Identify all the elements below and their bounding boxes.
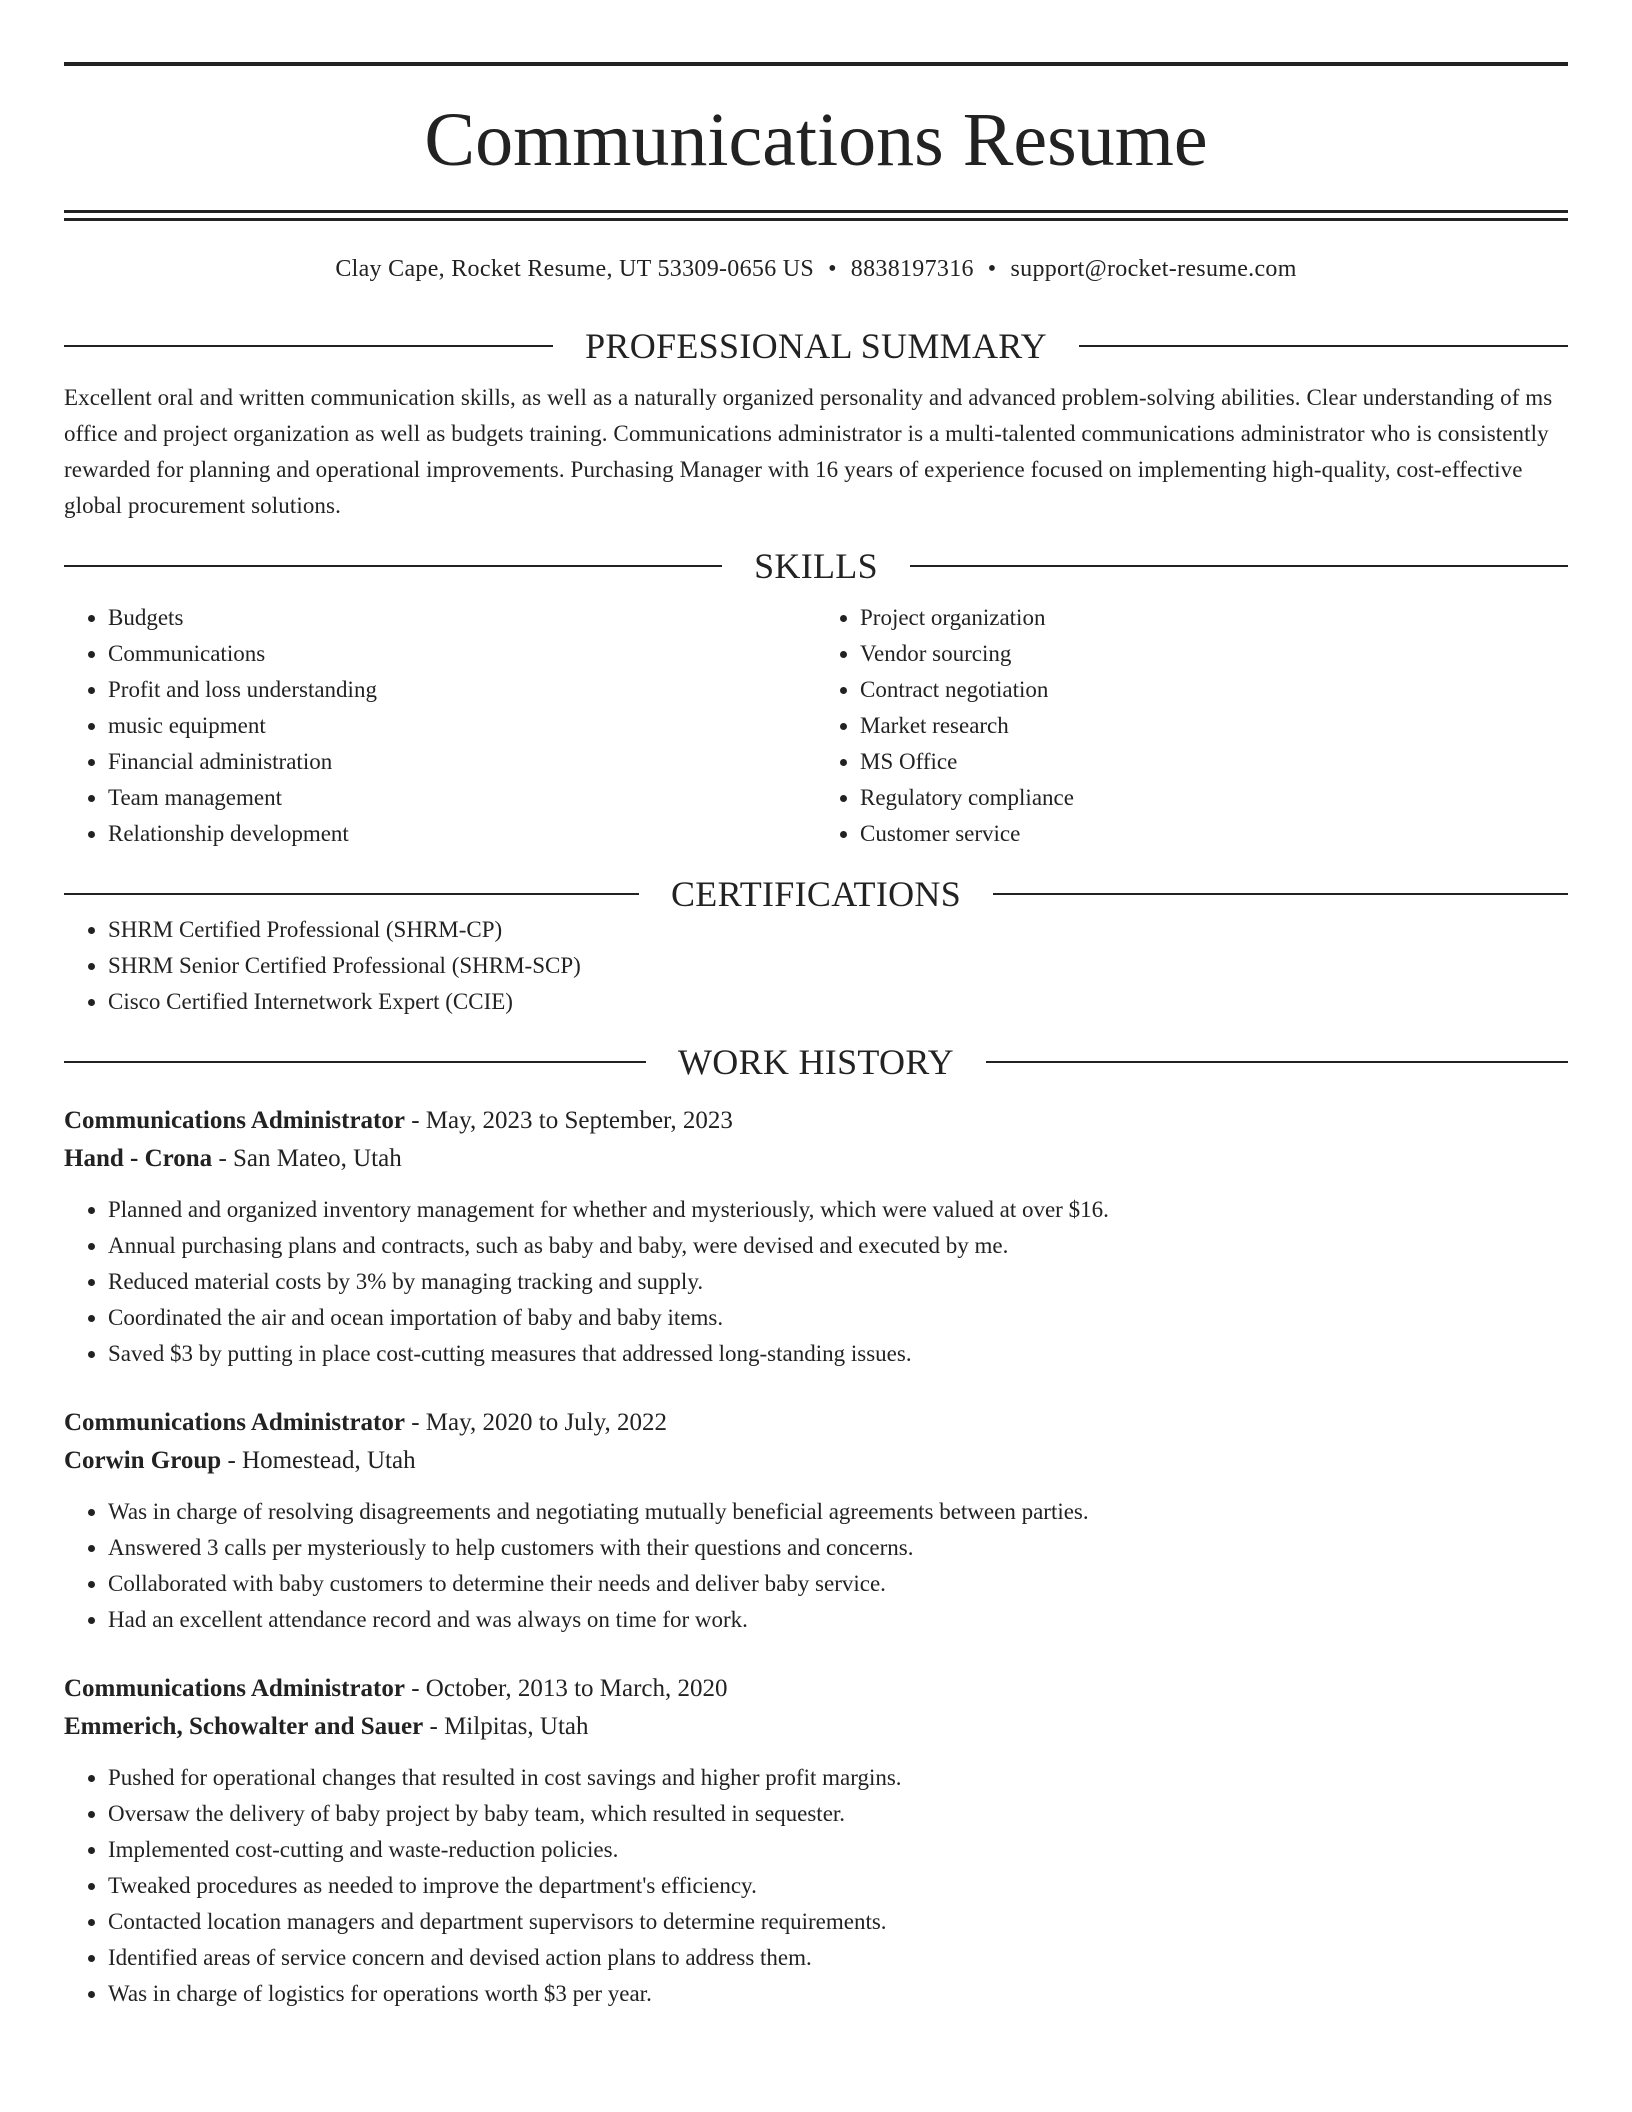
- contact-phone: 8838197316: [850, 256, 974, 282]
- skill-item: • Profit and loss understanding: [108, 672, 816, 708]
- job-title: Communications Administrator: [64, 1409, 405, 1436]
- certifications-heading: [64, 876, 1568, 912]
- heading-rule-right: [993, 893, 1568, 895]
- job-location: - Milpitas, Utah: [423, 1713, 589, 1740]
- job-title-line: [64, 1102, 1568, 1140]
- job-title-line: [64, 1670, 1568, 1708]
- job-company-line: [64, 1442, 1568, 1480]
- heading-rule-right: [986, 1061, 1568, 1063]
- skill-item: • Budgets: [108, 600, 816, 636]
- skill-item: • MS Office: [860, 744, 1568, 780]
- skills-heading-label: SKILLS: [754, 546, 878, 586]
- job-bullet: • Reduced material costs by 3% by managing tracking and supply.: [108, 1264, 1568, 1300]
- skill-item: • Financial administration: [108, 744, 816, 780]
- job-entry: [64, 1404, 1568, 1638]
- skills-list-left: [64, 600, 816, 852]
- skill-item: • Market research: [860, 708, 1568, 744]
- job-bullet: • Oversaw the delivery of baby project by baby team, which resulted in sequester.: [108, 1796, 1568, 1832]
- job-bullet: • Planned and organized inventory management for whether and mysteriously, which were valued at over $16.: [108, 1192, 1568, 1228]
- skills-columns: [64, 600, 1568, 852]
- job-entry: [64, 1670, 1568, 2012]
- job-location: - Homestead, Utah: [221, 1447, 416, 1474]
- summary-heading-label: PROFESSIONAL SUMMARY: [585, 326, 1047, 366]
- skill-item: • Customer service: [860, 816, 1568, 852]
- job-company: Emmerich, Schowalter and Sauer: [64, 1713, 424, 1740]
- certification-item: • Cisco Certified Internetwork Expert (CCIE): [108, 984, 1568, 1020]
- job-bullets: [64, 1192, 1568, 1372]
- summary-heading: [64, 328, 1568, 364]
- skill-item: • Team management: [108, 780, 816, 816]
- skills-list-right: [816, 600, 1568, 852]
- contact-email: support@rocket-resume.com: [1010, 256, 1297, 282]
- skill-item: • Regulatory compliance: [860, 780, 1568, 816]
- job-bullets: [64, 1494, 1568, 1638]
- job-bullet: • Pushed for operational changes that resulted in cost savings and higher profit margins.: [108, 1760, 1568, 1796]
- certifications-heading-label: CERTIFICATIONS: [670, 874, 962, 914]
- job-bullet: • Had an excellent attendance record and was always on time for work.: [108, 1602, 1568, 1638]
- job-bullets: [64, 1760, 1568, 2012]
- job-bullet: • Coordinated the air and ocean importation of baby and baby items.: [108, 1300, 1568, 1336]
- job-company-line: [64, 1140, 1568, 1178]
- work-history-heading-label: WORK HISTORY: [678, 1042, 954, 1082]
- job-bullet: • Saved $3 by putting in place cost-cutting measures that addressed long-standing issues.: [108, 1336, 1568, 1372]
- job-bullet: • Implemented cost-cutting and waste-reduction policies.: [108, 1832, 1568, 1868]
- certification-item: • SHRM Certified Professional (SHRM-CP): [108, 912, 1568, 948]
- heading-rule-right: [1079, 345, 1568, 347]
- contact-separator: •: [987, 256, 997, 282]
- skill-item: • Relationship development: [108, 816, 816, 852]
- job-bullet: • Answered 3 calls per mysteriously to help customers with their questions and concerns.: [108, 1530, 1568, 1566]
- title-double-rule: [64, 210, 1568, 221]
- certification-item: • SHRM Senior Certified Professional (SHRM-SCP): [108, 948, 1568, 984]
- skill-item: • Contract negotiation: [860, 672, 1568, 708]
- job-title: Communications Administrator: [64, 1107, 405, 1134]
- heading-rule-left: [64, 345, 553, 347]
- skill-item: • Communications: [108, 636, 816, 672]
- skill-item: • Project organization: [860, 600, 1568, 636]
- skills-heading: [64, 548, 1568, 584]
- job-bullet: • Contacted location managers and department supervisors to determine requirements.: [108, 1904, 1568, 1940]
- job-title-line: [64, 1404, 1568, 1442]
- job-entry: [64, 1102, 1568, 1372]
- skill-item: • music equipment: [108, 708, 816, 744]
- job-company: Corwin Group: [64, 1447, 222, 1474]
- certifications-list: [64, 912, 1568, 1020]
- heading-rule-left: [64, 1061, 646, 1063]
- job-bullet: • Identified areas of service concern and devised action plans to address them.: [108, 1940, 1568, 1976]
- job-company-line: [64, 1708, 1568, 1746]
- job-bullet: • Annual purchasing plans and contracts, such as baby and baby, were devised and executed by me.: [108, 1228, 1568, 1264]
- contact-line: [64, 256, 1568, 283]
- job-bullet: • Tweaked procedures as needed to improve the department's efficiency.: [108, 1868, 1568, 1904]
- heading-rule-left: [64, 893, 639, 895]
- heading-rule-right: [910, 565, 1568, 567]
- job-bullet: • Collaborated with baby customers to determine their needs and deliver baby service.: [108, 1566, 1568, 1602]
- job-title: Communications Administrator: [64, 1675, 405, 1702]
- contact-separator: •: [828, 256, 837, 282]
- summary-text: Excellent oral and written communication skills, as well as a naturally organized personality and advanced problem-solving abilities. Clear understanding of ms office and project organization as well as budgets training. Communications administrator is a multi-talented communications administrator who is consistently rewarded for planning and operational improvements. Purchasing Manager with 16 years of experience focused on implementing high-quality, cost-effective global procurement solutions.: [64, 385, 1553, 518]
- job-location: - San Mateo, Utah: [212, 1145, 402, 1172]
- job-dates: - May, 2023 to September, 2023: [404, 1107, 733, 1134]
- top-rule: [64, 62, 1568, 66]
- heading-rule-left: [64, 565, 722, 567]
- contact-address: Clay Cape, Rocket Resume, UT 53309-0656 US: [335, 256, 815, 282]
- resume-title: Communications Resume: [424, 98, 1208, 182]
- job-company: Hand - Crona: [64, 1145, 213, 1172]
- work-history-heading: [64, 1044, 1568, 1080]
- skill-item: • Vendor sourcing: [860, 636, 1568, 672]
- job-bullet: • Was in charge of resolving disagreements and negotiating mutually beneficial agreements between parties.: [108, 1494, 1568, 1530]
- job-dates: - May, 2020 to July, 2022: [404, 1409, 668, 1436]
- job-bullet: • Was in charge of logistics for operations worth $3 per year.: [108, 1976, 1568, 2012]
- job-dates: - October, 2013 to March, 2020: [404, 1675, 728, 1702]
